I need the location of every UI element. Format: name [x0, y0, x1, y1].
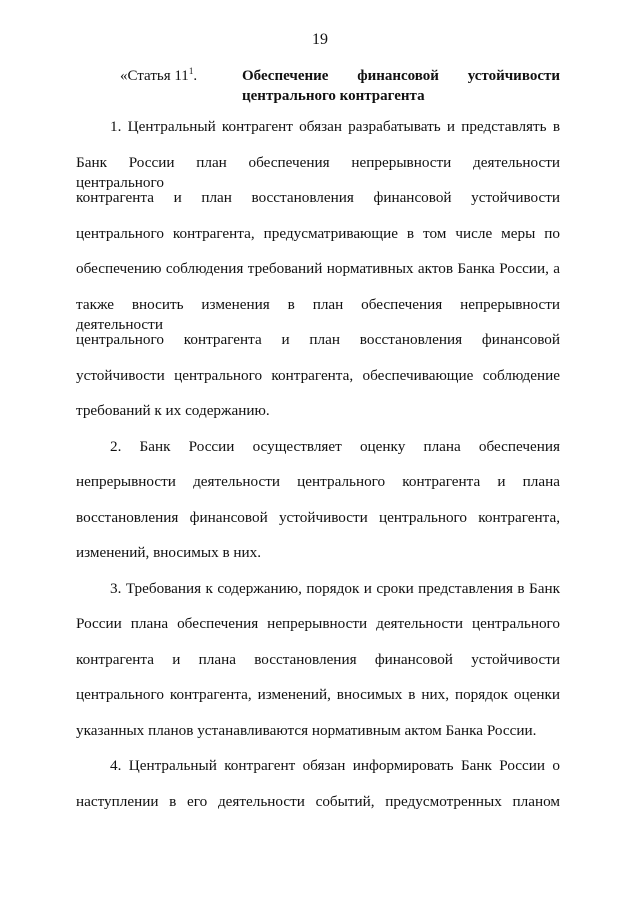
- paragraph-line: центрального контрагента, предусматривающие в том числе меры по: [76, 224, 560, 242]
- paragraph-line: Банк России план обеспечения непрерывности деятельности центрального: [76, 153, 560, 191]
- paragraph: [76, 579, 560, 757]
- article-label-superscript: 1: [188, 66, 194, 76]
- article-title: [242, 66, 560, 106]
- paragraph-line: России плана обеспечения непрерывности деятельности центрального: [76, 615, 560, 632]
- article-label-text: «Статья 11: [120, 68, 189, 84]
- paragraph-line: контрагента и план восстановления финансовой устойчивости: [76, 189, 560, 206]
- paragraph-line: восстановления финансовой устойчивости центрального контрагента,: [76, 508, 560, 526]
- paragraph-line: 3. Требования к содержанию, порядок и сроки представления в Банк: [110, 579, 560, 597]
- paragraph-line: наступлении в его деятельности событий, предусмотренных планом: [76, 792, 560, 810]
- article-label: [120, 66, 197, 86]
- article-body: [76, 117, 560, 827]
- paragraph-line: контрагента и плана восстановления финансовой устойчивости: [76, 650, 560, 668]
- paragraph-line: требований к их содержанию.: [76, 402, 270, 419]
- article-heading: [120, 66, 560, 106]
- paragraph-line: 2. Банк России осуществляет оценку плана обеспечения: [110, 437, 560, 455]
- paragraph-line: непрерывности деятельности центрального контрагента и плана: [76, 473, 560, 490]
- paragraph: [76, 437, 560, 579]
- paragraph-line: также вносить изменения в план обеспечения непрерывности деятельности: [76, 295, 560, 333]
- article-label-suffix: .: [193, 68, 198, 84]
- paragraph-line: устойчивости центрального контрагента, обеспечивающие соблюдение: [76, 366, 560, 384]
- article-title-line: центрального контрагента: [242, 88, 425, 104]
- page-number: 19: [312, 31, 328, 48]
- paragraph: [76, 117, 560, 437]
- paragraph-line: изменений, вносимых в них.: [76, 544, 262, 561]
- article-title-line: Обеспечение финансовой устойчивости: [242, 68, 560, 84]
- paragraph-line: 1. Центральный контрагент обязан разрабатывать и представлять в: [110, 118, 560, 135]
- paragraph-line: центрального контрагента, изменений, вносимых в них, порядок оценки: [76, 686, 560, 703]
- paragraph-line: центрального контрагента и план восстановления финансовой: [76, 331, 560, 348]
- paragraph-line: обеспечению соблюдения требований нормативных актов Банка России, а: [76, 260, 560, 277]
- paragraph-line: 4. Центральный контрагент обязан информировать Банк России о: [110, 757, 560, 774]
- paragraph: [76, 756, 560, 827]
- paragraph-line: указанных планов устанавливаются нормативным актом Банка России.: [76, 721, 537, 739]
